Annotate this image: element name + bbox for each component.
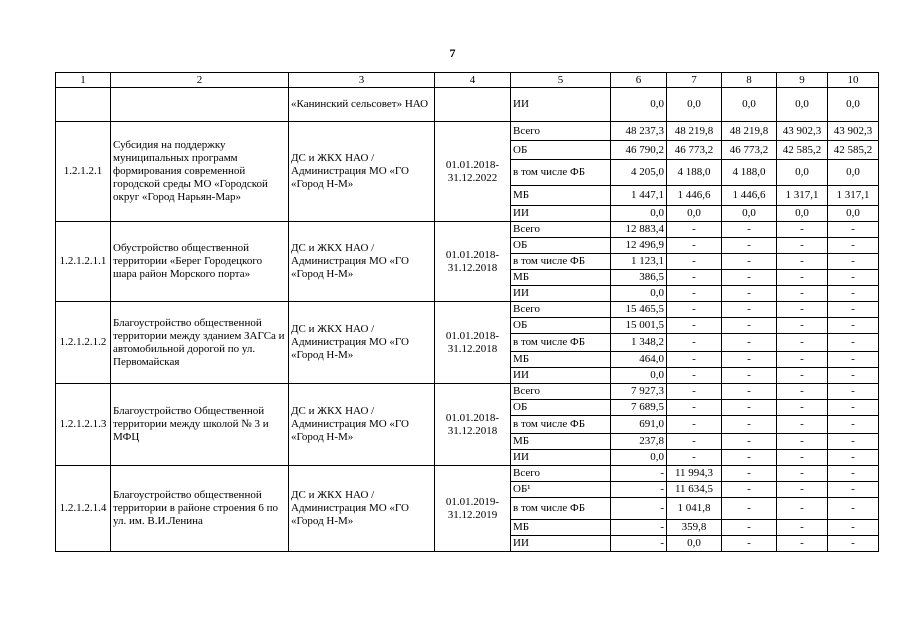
value-cell: - — [611, 536, 667, 552]
value-cell: - — [667, 270, 722, 286]
value-cell: - — [667, 318, 722, 334]
header-cell: 2 — [111, 73, 289, 88]
table-row — [56, 466, 879, 482]
value-cell: 48 219,8 — [722, 122, 777, 141]
value-cell: - — [667, 384, 722, 400]
value-cell: 1 348,2 — [611, 334, 667, 352]
table-row — [56, 384, 879, 400]
table-row — [56, 222, 879, 238]
value-cell: - — [667, 222, 722, 238]
row-label: ОБ¹ — [511, 482, 611, 498]
value-cell: - — [722, 536, 777, 552]
item-period: 01.01.2019-31.12.2019 — [435, 466, 511, 552]
value-cell: - — [667, 434, 722, 450]
row-label: МБ — [511, 352, 611, 368]
value-cell: - — [828, 334, 879, 352]
value-cell: - — [611, 520, 667, 536]
value-cell: - — [722, 352, 777, 368]
item-period: 01.01.2018-31.12.2018 — [435, 384, 511, 466]
value-cell: 43 902,3 — [777, 122, 828, 141]
value-cell: - — [777, 466, 828, 482]
row-label: Всего — [511, 466, 611, 482]
row-label: в том числе ФБ — [511, 498, 611, 520]
item-period: 01.01.2018-31.12.2018 — [435, 302, 511, 384]
value-cell: 4 188,0 — [667, 160, 722, 186]
value-cell: - — [777, 520, 828, 536]
value-cell: - — [777, 222, 828, 238]
row-label: МБ — [511, 270, 611, 286]
item-name: Субсидия на поддержку муниципальных программ формирования современной городской среды МО «Городской округ «Город Нарьян-Мар» — [111, 122, 289, 222]
row-label: ИИ — [511, 536, 611, 552]
row-label: ИИ — [511, 88, 611, 122]
value-cell: 0,0 — [611, 206, 667, 222]
value-cell: - — [667, 368, 722, 384]
item-code: 1.2.1.2.1.4 — [56, 466, 111, 552]
value-cell: - — [777, 302, 828, 318]
value-cell: 1 123,1 — [611, 254, 667, 270]
value-cell: 7 689,5 — [611, 400, 667, 416]
row-label: ИИ — [511, 450, 611, 466]
row-label: ИИ — [511, 206, 611, 222]
value-cell: 0,0 — [828, 88, 879, 122]
value-cell: - — [828, 434, 879, 450]
value-cell: 691,0 — [611, 416, 667, 434]
row-label: ИИ — [511, 368, 611, 384]
value-cell: 4 188,0 — [722, 160, 777, 186]
value-cell: - — [828, 520, 879, 536]
value-cell: 1 446,6 — [722, 186, 777, 206]
value-cell: - — [722, 286, 777, 302]
value-cell: 15 001,5 — [611, 318, 667, 334]
value-cell: 0,0 — [777, 206, 828, 222]
value-cell: 0,0 — [667, 88, 722, 122]
value-cell: - — [777, 482, 828, 498]
value-cell: - — [722, 334, 777, 352]
item-name: Благоустройство общественной территории в районе строения 6 по ул. им. В.И.Ленина — [111, 466, 289, 552]
value-cell: - — [722, 450, 777, 466]
item-period: 01.01.2018-31.12.2022 — [435, 122, 511, 222]
value-cell: - — [667, 286, 722, 302]
value-cell: - — [828, 416, 879, 434]
value-cell: 1 447,1 — [611, 186, 667, 206]
header-cell: 4 — [435, 73, 511, 88]
header-cell: 9 — [777, 73, 828, 88]
value-cell: 48 237,3 — [611, 122, 667, 141]
header-cell: 8 — [722, 73, 777, 88]
value-cell: 46 773,2 — [667, 141, 722, 160]
header-cell: 1 — [56, 73, 111, 88]
value-cell: - — [828, 318, 879, 334]
value-cell: - — [828, 222, 879, 238]
continuation-row — [56, 88, 879, 122]
value-cell: 42 585,2 — [828, 141, 879, 160]
value-cell: - — [722, 482, 777, 498]
value-cell: 0,0 — [777, 88, 828, 122]
value-cell: - — [777, 352, 828, 368]
value-cell: 12 496,9 — [611, 238, 667, 254]
value-cell: - — [828, 254, 879, 270]
value-cell: - — [611, 466, 667, 482]
header-cell: 10 — [828, 73, 879, 88]
item-executor: ДС и ЖКХ НАО / Администрация МО «ГО «Город Н-М» — [289, 122, 435, 222]
value-cell: - — [777, 286, 828, 302]
value-cell: - — [722, 302, 777, 318]
value-cell: - — [722, 416, 777, 434]
item-code: 1.2.1.2.1.2 — [56, 302, 111, 384]
value-cell: - — [828, 384, 879, 400]
value-cell: - — [777, 536, 828, 552]
row-label: Всего — [511, 384, 611, 400]
value-cell: - — [722, 384, 777, 400]
value-cell: - — [777, 254, 828, 270]
row-label: в том числе ФБ — [511, 334, 611, 352]
value-cell: 1 317,1 — [777, 186, 828, 206]
value-cell: - — [667, 238, 722, 254]
header-cell: 5 — [511, 73, 611, 88]
value-cell: - — [667, 334, 722, 352]
row-label: ИИ — [511, 286, 611, 302]
header-cell: 6 — [611, 73, 667, 88]
row-label: Всего — [511, 122, 611, 141]
value-cell: - — [828, 368, 879, 384]
value-cell: - — [777, 368, 828, 384]
row-label: МБ — [511, 520, 611, 536]
value-cell: 0,0 — [611, 368, 667, 384]
value-cell: - — [828, 466, 879, 482]
value-cell: - — [777, 400, 828, 416]
item-code: 1.2.1.2.1.1 — [56, 222, 111, 302]
value-cell: - — [828, 498, 879, 520]
value-cell: - — [777, 450, 828, 466]
value-cell: - — [722, 270, 777, 286]
value-cell: 0,0 — [777, 160, 828, 186]
continuation-code-cell — [56, 88, 111, 122]
row-label: ОБ — [511, 400, 611, 416]
value-cell: 46 790,2 — [611, 141, 667, 160]
row-label: МБ — [511, 434, 611, 450]
value-cell: 43 902,3 — [828, 122, 879, 141]
value-cell: 0,0 — [828, 206, 879, 222]
value-cell: 0,0 — [667, 536, 722, 552]
value-cell: - — [828, 536, 879, 552]
header-cell: 7 — [667, 73, 722, 88]
row-label: в том числе ФБ — [511, 160, 611, 186]
continuation-executor: «Канинский сельсовет» НАО — [289, 88, 435, 122]
value-cell: - — [777, 384, 828, 400]
value-cell: - — [777, 498, 828, 520]
value-cell: - — [722, 466, 777, 482]
header-row — [56, 73, 879, 88]
value-cell: - — [667, 302, 722, 318]
table-row — [56, 122, 879, 141]
value-cell: - — [777, 270, 828, 286]
value-cell: - — [722, 318, 777, 334]
value-cell: 1 317,1 — [828, 186, 879, 206]
row-label: Всего — [511, 302, 611, 318]
value-cell: - — [777, 416, 828, 434]
value-cell: - — [828, 286, 879, 302]
value-cell: 42 585,2 — [777, 141, 828, 160]
value-cell: 359,8 — [667, 520, 722, 536]
item-name: Благоустройство Общественной территории между школой № 3 и МФЦ — [111, 384, 289, 466]
value-cell: - — [667, 352, 722, 368]
value-cell: - — [611, 498, 667, 520]
value-cell: 0,0 — [611, 88, 667, 122]
value-cell: 15 465,5 — [611, 302, 667, 318]
row-label: в том числе ФБ — [511, 254, 611, 270]
page-number: 7 — [449, 46, 456, 60]
value-cell: 386,5 — [611, 270, 667, 286]
value-cell: - — [611, 482, 667, 498]
value-cell: - — [777, 334, 828, 352]
table-row — [56, 302, 879, 318]
row-label: ОБ — [511, 318, 611, 334]
item-executor: ДС и ЖКХ НАО / Администрация МО «ГО «Город Н-М» — [289, 222, 435, 302]
value-cell: 7 927,3 — [611, 384, 667, 400]
value-cell: - — [722, 434, 777, 450]
value-cell: - — [667, 450, 722, 466]
value-cell: - — [722, 520, 777, 536]
value-cell: 237,8 — [611, 434, 667, 450]
value-cell: 464,0 — [611, 352, 667, 368]
value-cell: 11 994,3 — [667, 466, 722, 482]
continuation-period-cell — [435, 88, 511, 122]
value-cell: 4 205,0 — [611, 160, 667, 186]
value-cell: - — [722, 400, 777, 416]
value-cell: 12 883,4 — [611, 222, 667, 238]
value-cell: 11 634,5 — [667, 482, 722, 498]
row-label: ОБ — [511, 238, 611, 254]
value-cell: 0,0 — [667, 206, 722, 222]
value-cell: - — [722, 498, 777, 520]
row-label: МБ — [511, 186, 611, 206]
value-cell: 0,0 — [828, 160, 879, 186]
value-cell: - — [828, 400, 879, 416]
budget-table — [55, 72, 879, 552]
value-cell: - — [667, 400, 722, 416]
value-cell: - — [722, 222, 777, 238]
value-cell: - — [722, 254, 777, 270]
item-code: 1.2.1.2.1 — [56, 122, 111, 222]
value-cell: 1 446,6 — [667, 186, 722, 206]
value-cell: - — [722, 238, 777, 254]
item-code: 1.2.1.2.1.3 — [56, 384, 111, 466]
item-period: 01.01.2018-31.12.2018 — [435, 222, 511, 302]
value-cell: - — [828, 302, 879, 318]
value-cell: - — [777, 318, 828, 334]
value-cell: - — [828, 352, 879, 368]
item-executor: ДС и ЖКХ НАО / Администрация МО «ГО «Город Н-М» — [289, 466, 435, 552]
value-cell: 0,0 — [722, 88, 777, 122]
value-cell: 46 773,2 — [722, 141, 777, 160]
row-label: в том числе ФБ — [511, 416, 611, 434]
value-cell: 0,0 — [722, 206, 777, 222]
value-cell: - — [828, 238, 879, 254]
item-name: Благоустройство общественной территории между зданием ЗАГСа и автомобильной дорогой по ул. Первомайская — [111, 302, 289, 384]
value-cell: - — [722, 368, 777, 384]
value-cell: - — [828, 450, 879, 466]
item-name: Обустройство общественной территории «Берег Городецкого шара район Морского порта» — [111, 222, 289, 302]
continuation-name-cell — [111, 88, 289, 122]
value-cell: 48 219,8 — [667, 122, 722, 141]
value-cell: 0,0 — [611, 450, 667, 466]
value-cell: - — [667, 254, 722, 270]
value-cell: - — [777, 238, 828, 254]
value-cell: - — [667, 416, 722, 434]
value-cell: 1 041,8 — [667, 498, 722, 520]
value-cell: - — [828, 270, 879, 286]
row-label: Всего — [511, 222, 611, 238]
value-cell: - — [828, 482, 879, 498]
item-executor: ДС и ЖКХ НАО / Администрация МО «ГО «Город Н-М» — [289, 384, 435, 466]
value-cell: 0,0 — [611, 286, 667, 302]
item-executor: ДС и ЖКХ НАО / Администрация МО «ГО «Город Н-М» — [289, 302, 435, 384]
row-label: ОБ — [511, 141, 611, 160]
header-cell: 3 — [289, 73, 435, 88]
value-cell: - — [777, 434, 828, 450]
